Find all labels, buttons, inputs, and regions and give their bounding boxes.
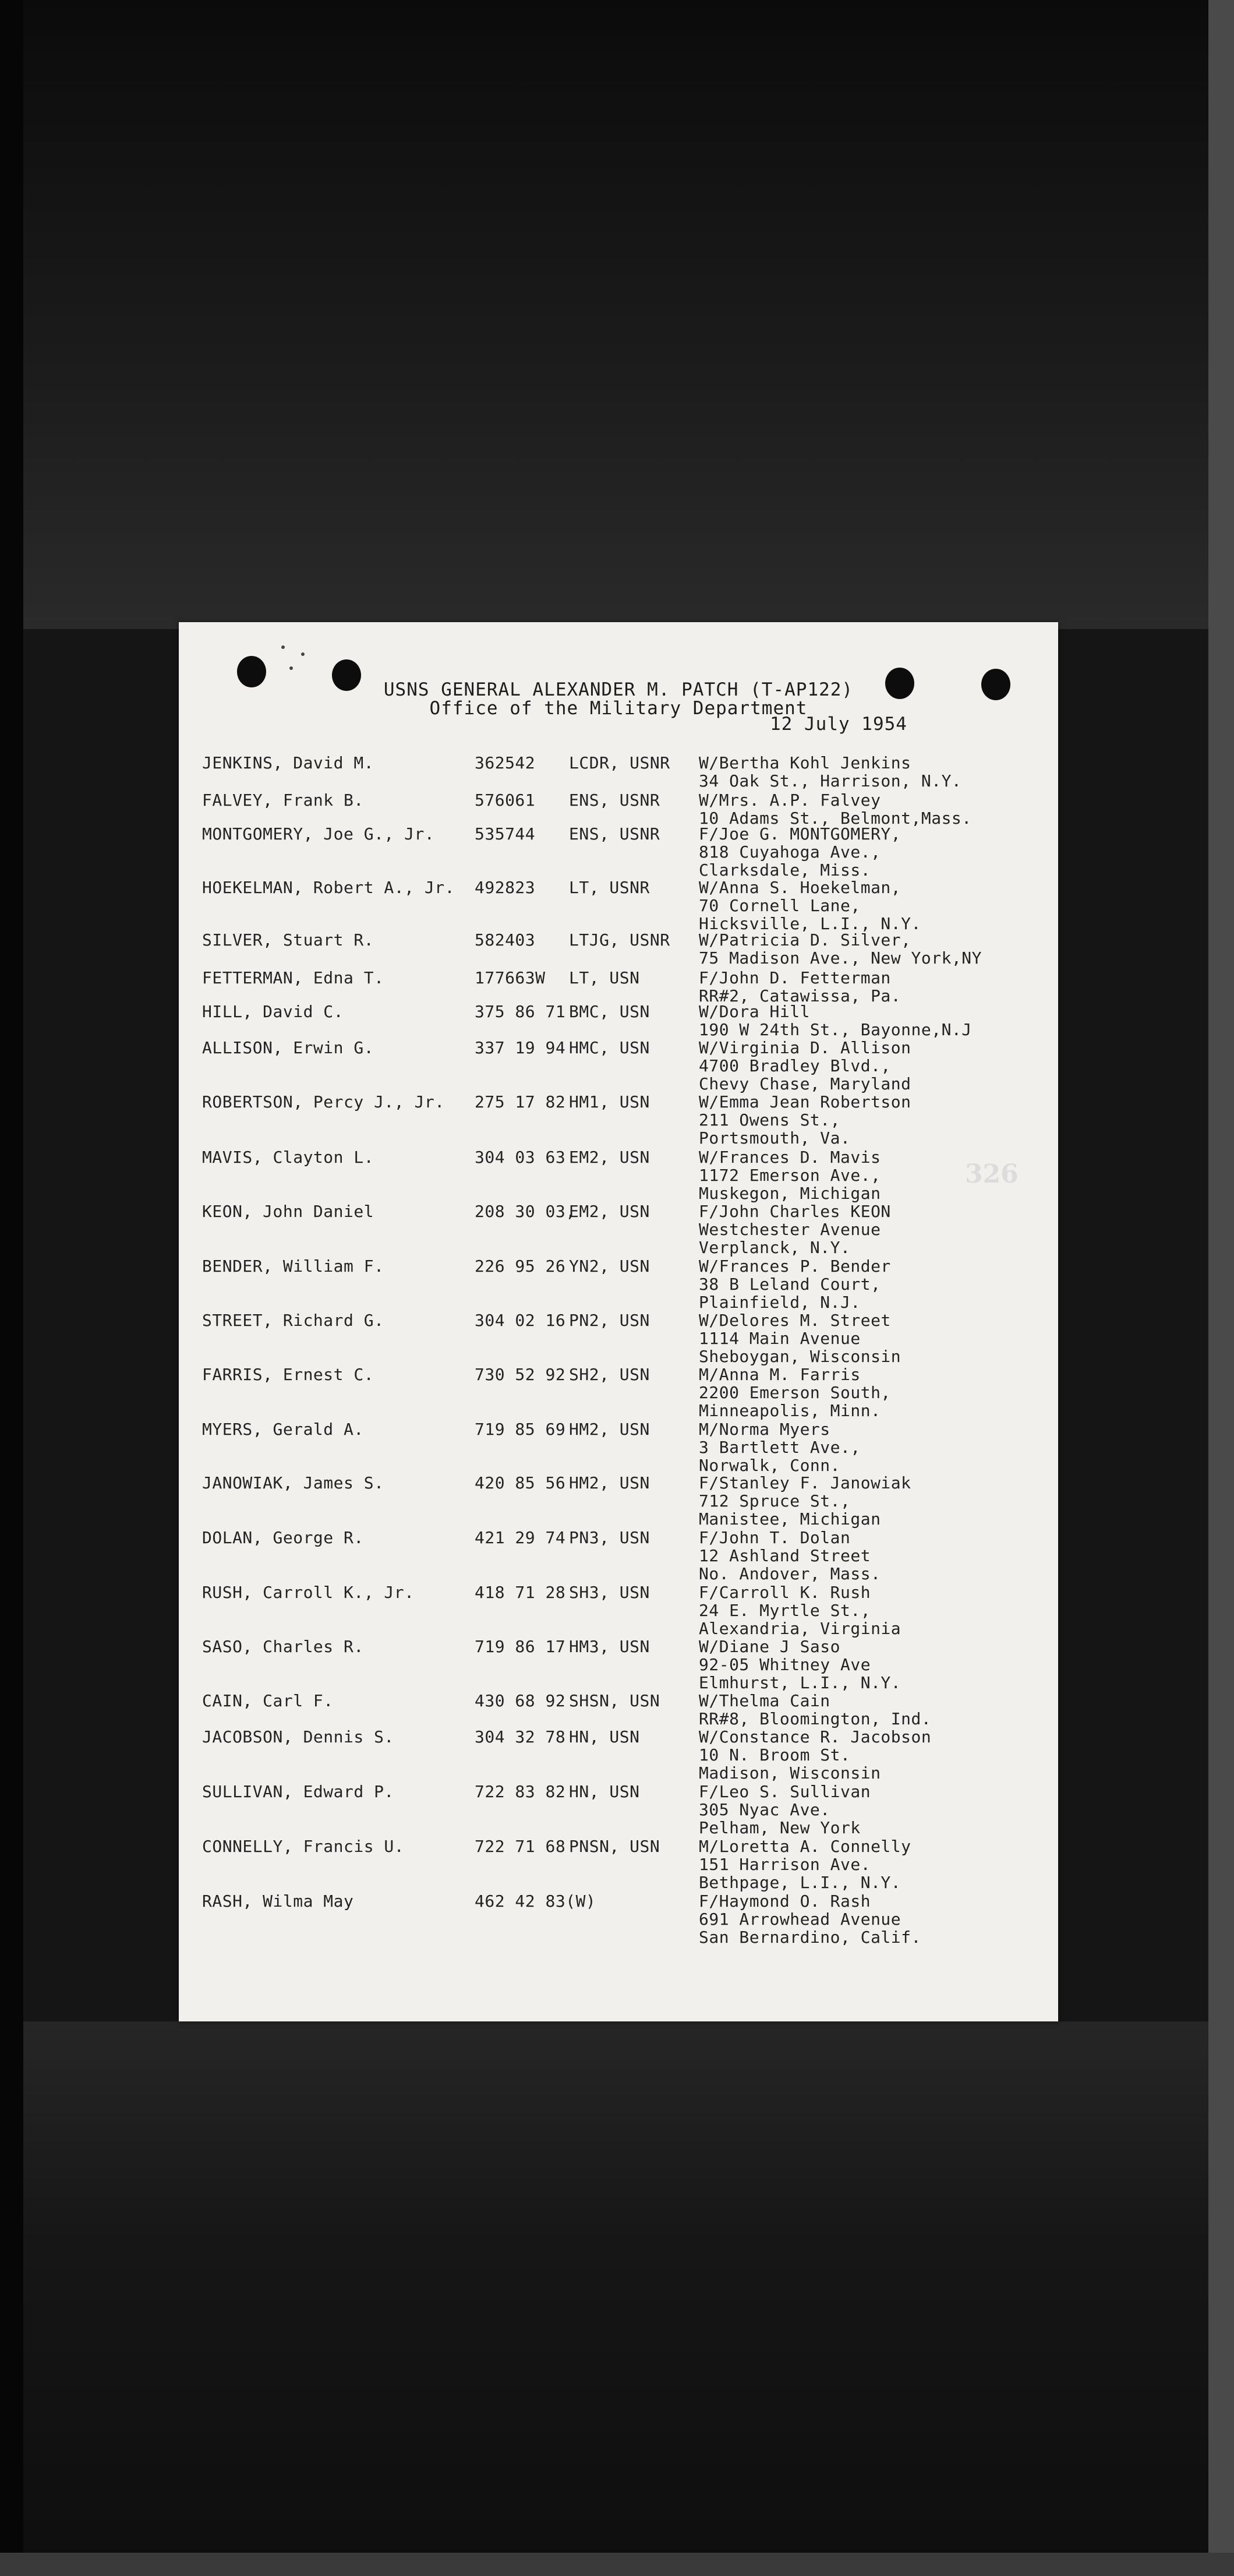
entry-name: SULLIVAN, Edward P. <box>202 1782 394 1801</box>
next-of-kin-line: 151 Harrison Ave. <box>699 1855 871 1874</box>
entry-service-number: 462 42 83(W) <box>475 1892 596 1911</box>
entry-rank: EM2, USN <box>569 1202 650 1221</box>
entry-name: JANOWIAK, James S. <box>202 1473 384 1492</box>
next-of-kin-line: 190 W 24th St., Bayonne,N.J <box>699 1020 972 1039</box>
entry-service-number: 730 52 92 <box>475 1365 566 1384</box>
entry-name: SILVER, Stuart R. <box>202 930 374 950</box>
paper-speck <box>281 645 285 649</box>
next-of-kin-line: No. Andover, Mass. <box>699 1564 881 1583</box>
entry-service-number: 304 03 63 <box>475 1148 566 1167</box>
next-of-kin-line: 92-05 Whitney Ave <box>699 1655 871 1674</box>
next-of-kin-line: W/Bertha Kohl Jenkins <box>699 753 911 772</box>
entry-next-of-kin <box>699 1202 891 1257</box>
entry-service-number: 420 85 56 <box>475 1473 566 1492</box>
next-of-kin-line: Verplanck, N.Y. <box>699 1238 851 1257</box>
next-of-kin-line: W/Diane J Saso <box>699 1637 841 1656</box>
entry-next-of-kin <box>699 1093 911 1147</box>
entry-rank: PN3, USN <box>569 1528 650 1547</box>
next-of-kin-line: 691 Arrowhead Avenue <box>699 1910 901 1929</box>
entry-name: FALVEY, Frank B. <box>202 791 364 810</box>
paper-speck <box>289 666 293 670</box>
entry-service-number: 362542 <box>475 753 536 772</box>
next-of-kin-line: 2200 Emerson South, <box>699 1383 891 1402</box>
entry-next-of-kin <box>699 1783 871 1837</box>
entry-name: STREET, Richard G. <box>202 1311 384 1330</box>
entry-name: CONNELLY, Francis U. <box>202 1837 405 1856</box>
entry-next-of-kin <box>699 1257 891 1311</box>
film-background-bottom <box>0 2021 1234 2576</box>
page-number: 326 <box>965 1159 1019 1189</box>
entry-name: HILL, David C. <box>202 1002 344 1021</box>
entry-service-number: 719 85 69 <box>475 1420 566 1439</box>
next-of-kin-line: RR#2, Catawissa, Pa. <box>699 986 901 1005</box>
entry-service-number: 418 71 28 <box>475 1583 566 1602</box>
entry-rank: HM2, USN <box>569 1473 650 1492</box>
next-of-kin-line: 10 N. Broom St. <box>699 1745 851 1765</box>
document-date: 12 July 1954 <box>770 714 907 735</box>
entry-service-number: 226 95 26 <box>475 1257 566 1276</box>
next-of-kin-line: F/Stanley F. Janowiak <box>699 1473 911 1492</box>
entry-rank: LT, USNR <box>569 878 650 897</box>
entry-name: JENKINS, David M. <box>202 753 374 772</box>
film-edge-right <box>1208 0 1234 2576</box>
entry-name: ROBERTSON, Percy J., Jr. <box>202 1092 445 1111</box>
next-of-kin-line: M/Loretta A. Connelly <box>699 1837 911 1856</box>
entry-rank: HM3, USN <box>569 1637 650 1656</box>
office-heading: Office of the Military Department <box>429 698 808 719</box>
entry-name: CAIN, Carl F. <box>202 1691 334 1710</box>
next-of-kin-line: 10 Adams St., Belmont,Mass. <box>699 809 972 828</box>
entry-rank: HM2, USN <box>569 1420 650 1439</box>
entry-service-number: 430 68 92 <box>475 1691 566 1710</box>
next-of-kin-line: W/Delores M. Street <box>699 1311 891 1330</box>
next-of-kin-line: 38 B Leland Court, <box>699 1275 881 1294</box>
next-of-kin-line: Plainfield, N.J. <box>699 1293 861 1312</box>
next-of-kin-line: Portsmouth, Va. <box>699 1128 851 1148</box>
entry-next-of-kin <box>699 1311 901 1365</box>
entry-next-of-kin <box>699 1039 911 1093</box>
next-of-kin-line: W/Mrs. A.P. Falvey <box>699 791 881 810</box>
entry-next-of-kin <box>699 754 961 790</box>
entry-name: ALLISON, Erwin G. <box>202 1038 374 1057</box>
next-of-kin-line: W/Anna S. Hoekelman, <box>699 878 901 897</box>
entry-service-number: 722 83 82 <box>475 1782 566 1801</box>
next-of-kin-line: F/John D. Fetterman <box>699 968 891 987</box>
next-of-kin-line: Pelham, New York <box>699 1818 861 1837</box>
entry-next-of-kin <box>699 1529 881 1583</box>
entry-service-number: 177663W <box>475 968 546 987</box>
entry-next-of-kin <box>699 931 982 967</box>
next-of-kin-line: 211 Owens St., <box>699 1110 841 1130</box>
next-of-kin-line: W/Emma Jean Robertson <box>699 1092 911 1111</box>
entry-service-number: 208 30 03, <box>475 1202 576 1221</box>
next-of-kin-line: W/Frances D. Mavis <box>699 1148 881 1167</box>
entry-next-of-kin <box>699 1728 931 1782</box>
document-page <box>179 622 1058 2021</box>
next-of-kin-line: 4700 Bradley Blvd., <box>699 1056 891 1075</box>
film-background-top <box>0 0 1234 629</box>
entry-next-of-kin <box>699 1420 861 1474</box>
film-edge-left <box>0 0 23 2576</box>
next-of-kin-line: Elmhurst, L.I., N.Y. <box>699 1673 901 1692</box>
entry-name: MYERS, Gerald A. <box>202 1420 364 1439</box>
entry-name: FETTERMAN, Edna T. <box>202 968 384 987</box>
entry-service-number: 304 02 16 <box>475 1311 566 1330</box>
next-of-kin-line: F/John Charles KEON <box>699 1202 891 1221</box>
next-of-kin-line: F/Carroll K. Rush <box>699 1583 871 1602</box>
entry-service-number: 337 19 94 <box>475 1038 566 1057</box>
next-of-kin-line: Sheboygan, Wisconsin <box>699 1347 901 1366</box>
next-of-kin-line: Madison, Wisconsin <box>699 1763 881 1783</box>
entry-rank: LT, USN <box>569 968 640 987</box>
entry-next-of-kin <box>699 825 901 879</box>
next-of-kin-line: Manistee, Michigan <box>699 1509 881 1529</box>
entry-rank: HMC, USN <box>569 1038 650 1057</box>
next-of-kin-line: Muskegon, Michigan <box>699 1184 881 1203</box>
entry-next-of-kin <box>699 878 921 933</box>
entry-rank: HN, USN <box>569 1727 640 1746</box>
entry-service-number: 421 29 74 <box>475 1528 566 1547</box>
entry-name: MONTGOMERY, Joe G., Jr. <box>202 824 435 844</box>
entry-next-of-kin <box>699 791 972 827</box>
entry-service-number: 535744 <box>475 824 536 844</box>
entry-service-number: 304 32 78 <box>475 1727 566 1746</box>
next-of-kin-line: 818 Cuyahoga Ave., <box>699 842 881 862</box>
entry-rank: BMC, USN <box>569 1002 650 1021</box>
entry-name: RUSH, Carroll K., Jr. <box>202 1583 415 1602</box>
next-of-kin-line: San Bernardino, Calif. <box>699 1928 921 1947</box>
entry-rank: HM1, USN <box>569 1092 650 1111</box>
entry-rank: SH3, USN <box>569 1583 650 1602</box>
next-of-kin-line: 12 Ashland Street <box>699 1546 871 1565</box>
entry-next-of-kin <box>699 1692 931 1728</box>
next-of-kin-line: W/Frances P. Bender <box>699 1257 891 1276</box>
entry-rank: ENS, USNR <box>569 824 660 844</box>
entry-service-number: 375 86 71 <box>475 1002 566 1021</box>
next-of-kin-line: 70 Cornell Lane, <box>699 896 861 915</box>
entry-rank: LTJG, USNR <box>569 930 670 950</box>
next-of-kin-line: Norwalk, Conn. <box>699 1456 841 1475</box>
next-of-kin-line: Minneapolis, Minn. <box>699 1401 881 1420</box>
next-of-kin-line: Clarksdale, Miss. <box>699 860 871 880</box>
entry-next-of-kin <box>699 1837 911 1892</box>
next-of-kin-line: 1114 Main Avenue <box>699 1329 861 1348</box>
next-of-kin-line: Chevy Chase, Maryland <box>699 1074 911 1093</box>
entry-service-number: 492823 <box>475 878 536 897</box>
entry-next-of-kin <box>699 1365 891 1420</box>
next-of-kin-line: M/Anna M. Farris <box>699 1365 861 1384</box>
next-of-kin-line: F/Joe G. MONTGOMERY, <box>699 824 901 844</box>
entry-service-number: 582403 <box>475 930 536 950</box>
entry-service-number: 275 17 82 <box>475 1092 566 1111</box>
next-of-kin-line: RR#8, Bloomington, Ind. <box>699 1709 932 1728</box>
entry-name: HOEKELMAN, Robert A., Jr. <box>202 878 455 897</box>
entry-next-of-kin <box>699 1638 901 1692</box>
next-of-kin-line: 3 Bartlett Ave., <box>699 1438 861 1457</box>
entry-rank: PN2, USN <box>569 1311 650 1330</box>
entry-rank: SH2, USN <box>569 1365 650 1384</box>
entry-service-number: 722 71 68 <box>475 1837 566 1856</box>
entry-name: FARRIS, Ernest C. <box>202 1365 374 1384</box>
next-of-kin-line: W/Thelma Cain <box>699 1691 830 1710</box>
next-of-kin-line: 712 Spruce St., <box>699 1491 851 1511</box>
entry-service-number: 719 86 17 <box>475 1637 566 1656</box>
entry-rank: YN2, USN <box>569 1257 650 1276</box>
entry-rank: HN, USN <box>569 1782 640 1801</box>
entry-name: BENDER, William F. <box>202 1257 384 1276</box>
entry-service-number: 576061 <box>475 791 536 810</box>
next-of-kin-line: Hicksville, L.I., N.Y. <box>699 914 921 933</box>
next-of-kin-line: 75 Madison Ave., New York,NY <box>699 948 982 968</box>
entry-name: JACOBSON, Dennis S. <box>202 1727 394 1746</box>
entry-rank: EM2, USN <box>569 1148 650 1167</box>
entry-next-of-kin <box>699 1148 881 1202</box>
entry-name: RASH, Wilma May <box>202 1892 354 1911</box>
next-of-kin-line: W/Patricia D. Silver, <box>699 930 911 950</box>
film-edge-bottom <box>0 2553 1234 2576</box>
next-of-kin-line: Alexandria, Virginia <box>699 1619 901 1638</box>
next-of-kin-line: F/John T. Dolan <box>699 1528 851 1547</box>
entry-rank: LCDR, USNR <box>569 753 670 772</box>
entry-rank: SHSN, USN <box>569 1691 660 1710</box>
entry-rank: ENS, USNR <box>569 791 660 810</box>
next-of-kin-line: 34 Oak St., Harrison, N.Y. <box>699 771 962 791</box>
entry-next-of-kin <box>699 1003 972 1039</box>
entry-name: SASO, Charles R. <box>202 1637 364 1656</box>
entry-next-of-kin <box>699 1474 911 1528</box>
next-of-kin-line: M/Norma Myers <box>699 1420 830 1439</box>
entry-name: KEON, John Daniel <box>202 1202 374 1221</box>
entry-next-of-kin <box>699 969 901 1005</box>
next-of-kin-line: Bethpage, L.I., N.Y. <box>699 1873 901 1892</box>
entry-next-of-kin <box>699 1583 901 1638</box>
entry-name: DOLAN, George R. <box>202 1528 364 1547</box>
next-of-kin-line: W/Constance R. Jacobson <box>699 1727 932 1746</box>
entry-next-of-kin <box>699 1892 921 1946</box>
next-of-kin-line: W/Virginia D. Allison <box>699 1038 911 1057</box>
next-of-kin-line: 305 Nyac Ave. <box>699 1800 830 1819</box>
next-of-kin-line: 1172 Emerson Ave., <box>699 1166 881 1185</box>
paper-speck <box>301 652 305 656</box>
next-of-kin-line: W/Dora Hill <box>699 1002 810 1021</box>
next-of-kin-line: Westchester Avenue <box>699 1220 881 1239</box>
entry-name: MAVIS, Clayton L. <box>202 1148 374 1167</box>
entry-rank: PNSN, USN <box>569 1837 660 1856</box>
next-of-kin-line: F/Haymond O. Rash <box>699 1892 871 1911</box>
next-of-kin-line: F/Leo S. Sullivan <box>699 1782 871 1801</box>
ship-heading: USNS GENERAL ALEXANDER M. PATCH (T-AP122) <box>383 679 854 700</box>
next-of-kin-line: 24 E. Myrtle St., <box>699 1601 871 1620</box>
